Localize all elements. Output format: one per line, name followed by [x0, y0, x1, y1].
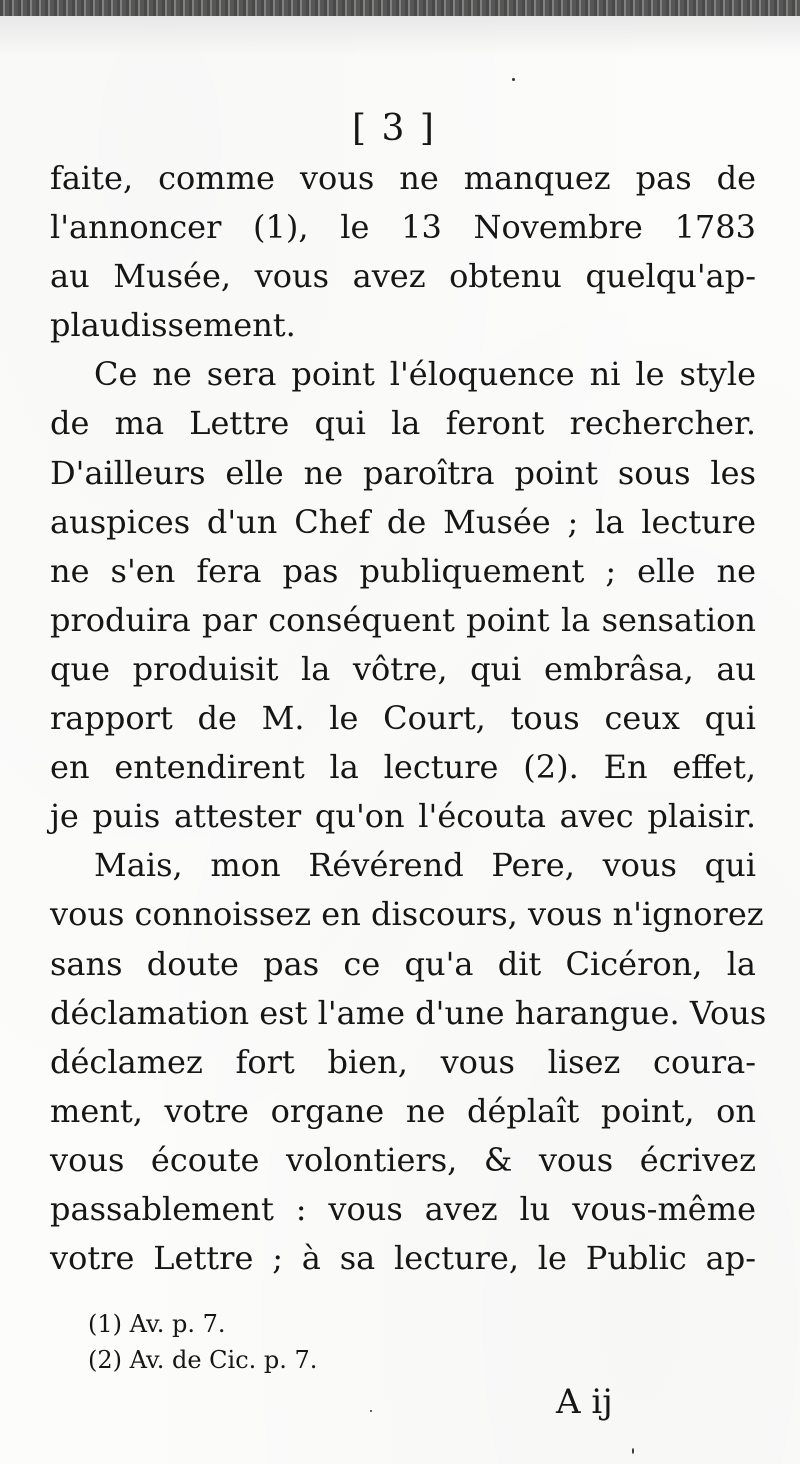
- text-line: ne s'en fera pas publiquement ; elle ne: [50, 551, 756, 590]
- text-line: faite, comme vous ne manquez pas de: [50, 159, 756, 197]
- text-line: vous écoute volontiers, & vous écrivez: [50, 1140, 756, 1179]
- text-line: sans doute pas ce qu'a dit Cicéron, la: [50, 944, 756, 983]
- footnote: (2) Av. de Cic. p. 7.: [88, 1346, 318, 1374]
- text-line: au Musée, vous avez obtenu quelqu'ap-: [50, 257, 756, 296]
- text-line: auspices d'un Chef de Musée ; la lecture: [50, 502, 756, 541]
- footnotes: [88, 1306, 317, 1378]
- footnote: (1) Av. p. 7.: [88, 1310, 226, 1338]
- text-line: produira par conséquent point la sensation: [50, 600, 756, 639]
- scan-speck: [370, 1410, 372, 1412]
- text-line: en entendirent la lecture (2). En effet,: [50, 748, 756, 787]
- text-line: que produisit la vôtre, qui embrâsa, au: [50, 649, 756, 688]
- text-line: vous connoissez en discours, vous n'ignorez: [50, 895, 764, 934]
- text-line: rapport de M. le Court, tous ceux qui: [50, 699, 756, 738]
- text-line: Mais, mon Révérend Pere, vous qui: [94, 846, 756, 885]
- text-line: je puis attester qu'on l'écouta avec plaisir.: [50, 797, 756, 836]
- text-line: déclamation est l'ame d'une harangue. Vous: [50, 993, 767, 1032]
- text-line: D'ailleurs elle ne paroîtra point sous les: [50, 453, 756, 492]
- text-line: Ce ne sera point l'éloquence ni le style: [94, 355, 756, 394]
- scan-top-edge: [0, 0, 800, 16]
- text-line: de ma Lettre qui la feront rechercher.: [50, 404, 756, 443]
- signature-mark: A ij: [556, 1382, 613, 1422]
- scan-speck: [512, 78, 515, 81]
- text-line: déclamez fort bien, vous lisez coura-: [50, 1042, 756, 1081]
- body-text: [50, 154, 767, 1283]
- text-line: ment, votre organe ne déplaît point, on: [50, 1091, 756, 1130]
- text-line: passablement : vous avez lu vous-même: [50, 1189, 756, 1228]
- page-number: [ 3 ]: [352, 108, 436, 149]
- text-line: l'annoncer (1), le 13 Novembre 1783: [50, 208, 756, 247]
- text-line: votre Lettre ; à sa lecture, le Public ap-: [50, 1239, 756, 1278]
- text-line: plaudissement.: [50, 306, 296, 345]
- scan-speck: [632, 1448, 634, 1454]
- scan-shadow: [0, 16, 800, 56]
